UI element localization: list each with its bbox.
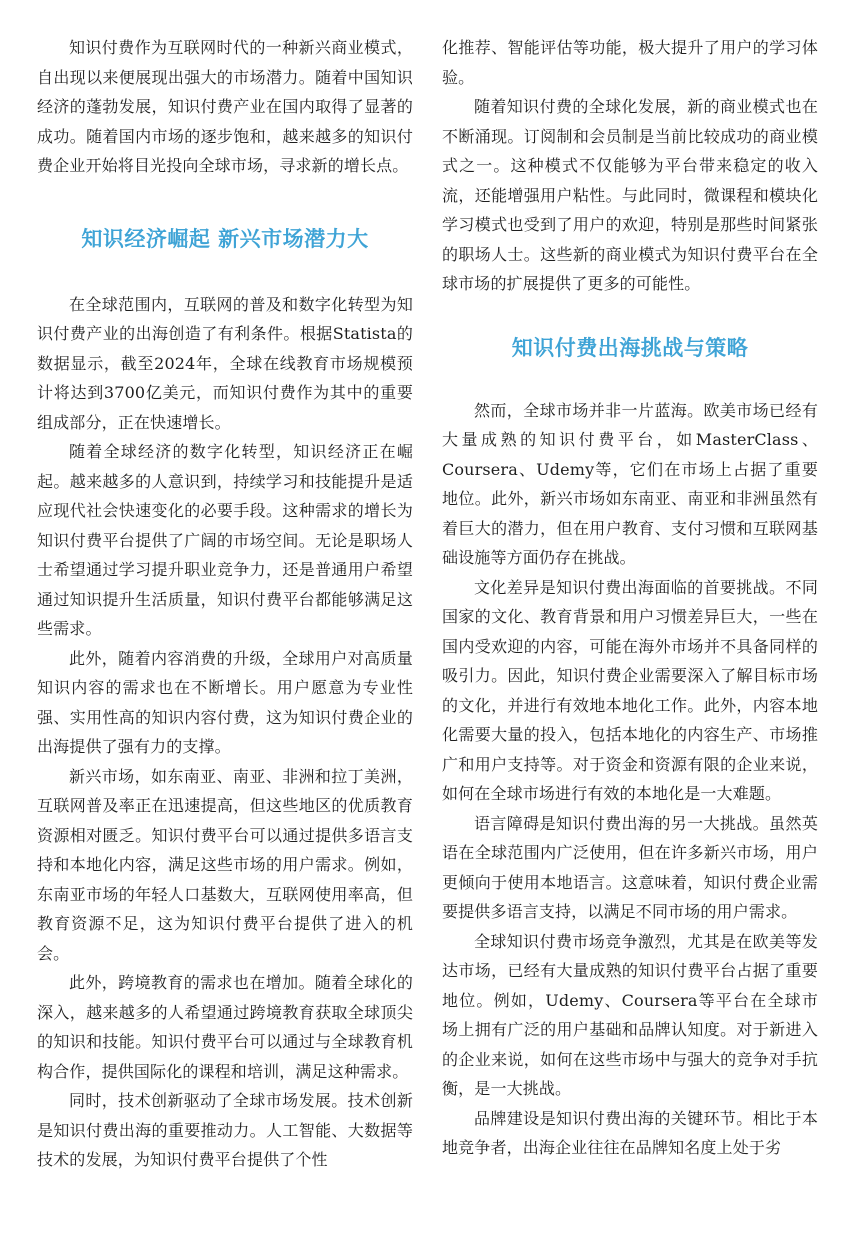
- continued-paragraph: 化推荐、智能评估等功能，极大提升了用户的学习体验。: [442, 38, 818, 87]
- body-paragraph: 随着全球经济的数字化转型，知识经济正在崛起。越来越多的人意识到，持续学习和技能提升是适应现代社会快速变化的必要手段。这种需求的增长为知识付费平台提供了广阔的市场空间。无论是职场人士希望通过学习提升职业竞争力，还是普通用户希望通过知识提升生活质量，知识付费平台都能够满足这些需求。: [37, 442, 413, 638]
- intro-paragraph: 知识付费作为互联网时代的一种新兴商业模式，自出现以来便展现出强大的市场潜力。随着中国知识经济的蓬勃发展，知识付费产业在国内取得了显著的成功。随着国内市场的逐步饱和，越来越多的知识付费企业开始将目光投向全球市场，寻求新的增长点。: [37, 38, 413, 175]
- section-heading-knowledge-economy: 知识经济崛起 新兴市场潜力大: [81, 226, 369, 251]
- body-paragraph: 语言障碍是知识付费出海的另一大挑战。虽然英语在全球范围内广泛使用，但在许多新兴市场，用户更倾向于使用本地语言。这意味着，知识付费企业需要提供多语言支持，以满足不同市场的用户需求。: [442, 813, 818, 921]
- section-heading-challenges-strategies: 知识付费出海挑战与策略: [511, 335, 749, 360]
- body-paragraph: 同时，技术创新驱动了全球市场发展。技术创新是知识付费出海的重要推动力。人工智能、大数据等技术的发展，为知识付费平台提供了个性: [37, 1091, 413, 1169]
- body-paragraph: 随着知识付费的全球化发展，新的商业模式也在不断涌现。订阅制和会员制是当前比较成功的商业模式之一。这种模式不仅能够为平台带来稳定的收入流，还能增强用户粘性。与此同时，微课程和模块化学习模式也受到了用户的欢迎，特别是那些时间紧张的职场人士。这些新的商业模式为知识付费平台在全球市场的扩展提供了更多的可能性。: [442, 97, 818, 293]
- body-paragraph: 此外，随着内容消费的升级，全球用户对高质量知识内容的需求也在不断增长。用户愿意为专业性强、实用性高的知识内容付费，这为知识付费企业的出海提供了强有力的支撑。: [37, 648, 413, 756]
- body-paragraph: 新兴市场，如东南亚、南亚、非洲和拉丁美洲，互联网普及率正在迅速提高，但这些地区的优质教育资源相对匮乏。知识付费平台可以通过提供多语言支持和本地化内容，满足这些市场的用户需求。例如，东南亚市场的年轻人口基数大，互联网使用率高，但教育资源不足，这为知识付费平台提供了进入的机会。: [37, 766, 413, 963]
- body-paragraph: 文化差异是知识付费出海面临的首要挑战。不同国家的文化、教育背景和用户习惯差异巨大，一些在国内受欢迎的内容，可能在海外市场并不具备同样的吸引力。因此，知识付费企业需要深入了解目标市场的文化，并进行有效地本地化工作。此外，内容本地化需要大量的投入，包括本地化的内容生产、市场推广和用户支持等。对于资金和资源有限的企业来说，如何在全球市场进行有效的本地化是一大难题。: [442, 577, 818, 803]
- body-paragraph: 品牌建设是知识付费出海的关键环节。相比于本地竞争者，出海企业往往在品牌知名度上处于劣: [442, 1108, 818, 1157]
- body-paragraph: 然而，全球市场并非一片蓝海。欧美市场已经有大量成熟的知识付费平台，如MasterClass、Coursera、Udemy等，它们在市场上占据了重要地位。此外，新兴市场如东南亚、南亚和非洲虽然有着巨大的潜力，但在用户教育、支付习惯和互联网基础设施等方面仍存在挑战。: [442, 400, 818, 567]
- body-paragraph: 全球知识付费市场竞争激烈，尤其是在欧美等发达市场，已经有大量成熟的知识付费平台占据了重要地位。例如，Udemy、Coursera等平台在全球市场上拥有广泛的用户基础和品牌认知度。对于新进入的企业来说，如何在这些市场中与强大的竞争对手抗衡，是一大挑战。: [442, 931, 818, 1098]
- left-column: [37, 33, 413, 1175]
- body-paragraph: 在全球范围内，互联网的普及和数字化转型为知识付费产业的出海创造了有利条件。根据Statista的数据显示，截至2024年，全球在线教育市场规模预计将达到3700亿美元，而知识付费作为其中的重要组成部分，正在快速增长。: [37, 294, 413, 432]
- right-column: [442, 33, 818, 1163]
- body-paragraph: 此外，跨境教育的需求也在增加。随着全球化的深入，越来越多的人希望通过跨境教育获取全球顶尖的知识和技能。知识付费平台可以通过与全球教育机构合作，提供国际化的课程和培训，满足这种需求。: [37, 973, 413, 1081]
